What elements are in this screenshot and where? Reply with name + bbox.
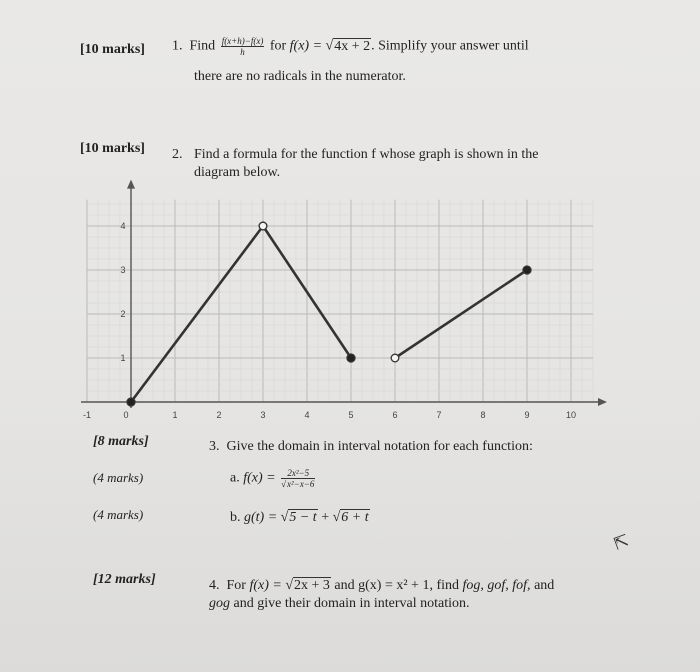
- y-tick-label: 4: [120, 221, 126, 231]
- q1-frac-numerator: f(x+h)−f(x): [221, 36, 264, 46]
- q3-heading: [209, 437, 533, 456]
- x-tick-label: 0: [123, 410, 129, 420]
- open-endpoint: [259, 222, 267, 230]
- q2-number: 2.: [172, 147, 183, 162]
- y-axis-arrow: [127, 180, 135, 189]
- q2-line2: diagram below.: [194, 165, 281, 180]
- x-tick-label: 2: [216, 410, 222, 420]
- x-tick-label: 3: [260, 410, 266, 420]
- q3a-fraction: [281, 468, 315, 489]
- q4-and: and: [534, 578, 555, 593]
- axes: [81, 180, 607, 408]
- closed-endpoint: [523, 266, 531, 274]
- x-tick-label: 9: [524, 410, 530, 420]
- q4-for: For: [226, 578, 246, 593]
- q4-number: 4.: [209, 578, 220, 593]
- q1-marks: [10 marks]: [80, 42, 145, 57]
- closed-endpoint: [347, 354, 355, 362]
- q3b-expression: b. g(t) = √5 − t + √6 + t: [230, 510, 369, 525]
- q3a-numerator: 2x²−5: [281, 468, 315, 479]
- q1-number: 1.: [172, 38, 183, 54]
- y-tick-label: 2: [120, 309, 126, 319]
- q2-marks: [10 marks]: [80, 141, 145, 156]
- grid: [87, 200, 593, 402]
- q4-marks: [12 marks]: [93, 572, 156, 587]
- q4-radicand: 2x + 3: [294, 578, 330, 593]
- q3b-radicand-2: 6 + t: [341, 510, 369, 525]
- x-tick-label: 5: [348, 410, 354, 420]
- q4-line1: 4. For f(x) = √2x + 3 and g(x) = x² + 1, find fog, gof, fof, and: [209, 578, 555, 593]
- q3a-den-radicand: x²−x−6: [287, 479, 315, 489]
- q3b-radicand-1: 5 − t: [289, 510, 317, 525]
- y-tick-label: 3: [120, 265, 126, 275]
- q1-radicand: 4x + 2: [334, 38, 371, 54]
- q3b-label: b.: [230, 510, 241, 525]
- q1-frac-denominator: h: [240, 47, 245, 57]
- q3a-label: a.: [230, 470, 240, 486]
- x-tick-label: 10: [565, 410, 577, 420]
- x-axis-arrow: [598, 398, 607, 406]
- q3b-lhs: g(t) =: [244, 510, 278, 525]
- x-tick-label: 6: [392, 410, 398, 420]
- q4-line2: [209, 594, 470, 613]
- q3-text: Give the domain in interval notation for each function:: [226, 439, 533, 454]
- q1-rest: . Simplify your answer until: [371, 38, 529, 54]
- q1-text: 1. Find $\frac{f(x+h)-f(x)}{h}$ for f(x) = √4x + 2. Simplify your answer until: [172, 36, 529, 57]
- x-tick-label: -1: [82, 410, 92, 420]
- q3b-plus: +: [321, 510, 330, 525]
- q4-compositions: fog, gof, fof,: [462, 578, 531, 593]
- open-endpoint: [391, 354, 399, 362]
- q1-line2: there are no radicals in the numerator.: [194, 69, 406, 84]
- q3-marks: [8 marks]: [93, 434, 149, 449]
- q1-fx: f(x) =: [289, 38, 323, 54]
- tick-labels: [83, 221, 576, 420]
- x-tick-label: 1: [172, 410, 178, 420]
- q3b-marks: (4 marks): [93, 507, 144, 522]
- q1-for: for: [269, 38, 287, 54]
- q4-fx: f(x) =: [249, 578, 282, 593]
- q3a-lhs: f(x) =: [243, 470, 276, 486]
- closed-endpoint: [127, 398, 135, 406]
- y-tick-label: 1: [120, 353, 126, 363]
- q2-line1: Find a formula for the function f whose graph is shown in the: [194, 147, 539, 162]
- x-tick-label: 7: [436, 410, 442, 420]
- q1-find: Find: [189, 38, 216, 54]
- q3a-expression: [230, 468, 317, 489]
- cursor-pointer-icon: ⇱: [610, 530, 632, 555]
- q4-gog: gog: [209, 596, 230, 611]
- q3a-marks: (4 marks): [93, 470, 144, 485]
- x-tick-label: 4: [304, 410, 310, 420]
- q4-and-g: and g(x) = x² + 1, find: [334, 578, 459, 593]
- q4-line2-rest: and give their domain in interval notation.: [233, 596, 470, 611]
- q3-number: 3.: [209, 439, 220, 454]
- q3a-denominator: √x²−x−6: [281, 479, 315, 489]
- x-tick-label: 8: [480, 410, 486, 420]
